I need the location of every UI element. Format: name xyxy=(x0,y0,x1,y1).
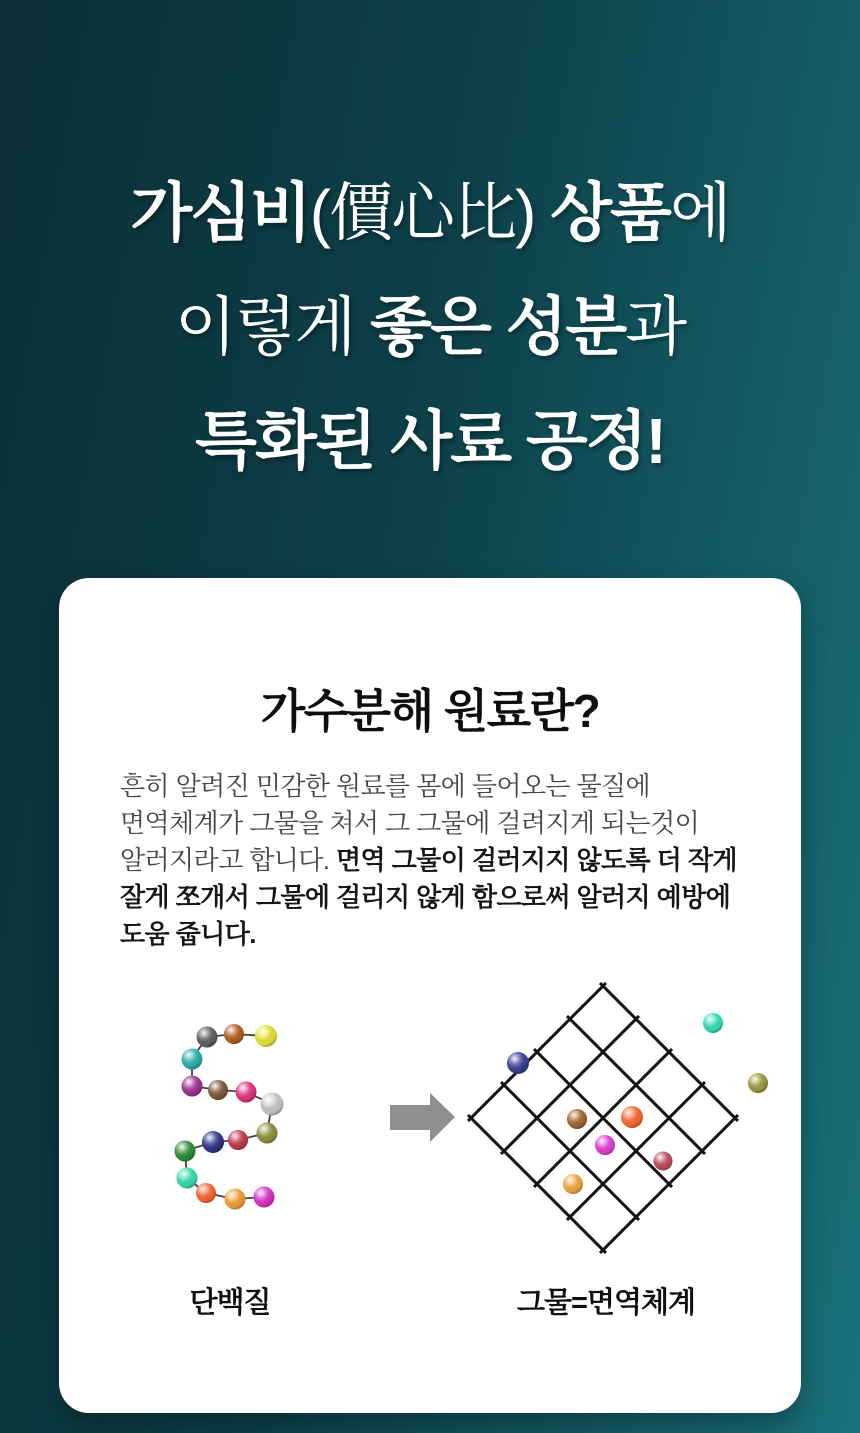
net-ball xyxy=(567,1109,587,1129)
info-card xyxy=(59,578,801,1413)
protein-ball xyxy=(208,1080,228,1100)
protein-ball xyxy=(182,1049,203,1070)
protein-ball xyxy=(254,1187,275,1208)
immune-net xyxy=(465,980,741,1256)
right-arrow-icon xyxy=(390,1093,455,1142)
protein-ball xyxy=(182,1076,203,1097)
protein-ball xyxy=(255,1025,277,1047)
card-title: 가수분해 원료란? xyxy=(260,685,600,737)
net-ball xyxy=(621,1106,643,1128)
headline-line-1: 가심비(價心比) 상품에 xyxy=(130,177,730,249)
net-ball xyxy=(748,1073,768,1093)
protein-ball xyxy=(225,1189,246,1210)
protein-label: 단백질 xyxy=(189,1287,271,1319)
paragraph-line: 흔히 알려진 민감한 원료를 몸에 들어오는 물질에 xyxy=(120,771,651,801)
protein-ball xyxy=(228,1130,248,1150)
protein-ball xyxy=(196,1183,216,1203)
net-label: 그물=면역체계 xyxy=(516,1287,696,1319)
paragraph-line: 도움 줍니다. xyxy=(120,919,256,949)
paragraph-line: 잘게 쪼개서 그물에 걸리지 않게 함으로써 알러지 예방에 xyxy=(120,882,731,912)
protein-ball xyxy=(197,1027,218,1048)
paragraph-line: 면역체계가 그물을 쳐서 그 그물에 걸려지게 되는것이 xyxy=(120,808,700,838)
protein-ball xyxy=(202,1131,224,1153)
protein-chain-balls xyxy=(175,1024,284,1210)
net-ball xyxy=(595,1135,615,1155)
headline-line-2: 이렇게 좋은 성분과 xyxy=(174,291,686,363)
headline xyxy=(0,156,860,498)
headline-line-3: 특화된 사료 공정! xyxy=(195,405,665,477)
net-ball xyxy=(563,1174,583,1194)
hydrolysis-illustration xyxy=(59,955,801,1335)
protein-ball xyxy=(224,1024,244,1044)
protein-ball xyxy=(175,1141,196,1162)
protein-ball xyxy=(177,1168,198,1189)
net-ball xyxy=(654,1152,673,1171)
paragraph-line: 알러지라고 합니다. 면역 그물이 걸러지지 않도록 더 작게 xyxy=(120,845,737,875)
protein-ball xyxy=(257,1123,278,1144)
net-ball xyxy=(703,1013,723,1033)
protein-ball xyxy=(236,1082,257,1103)
card-paragraph xyxy=(120,768,780,953)
net-ball xyxy=(507,1052,529,1074)
protein-ball xyxy=(261,1093,284,1116)
